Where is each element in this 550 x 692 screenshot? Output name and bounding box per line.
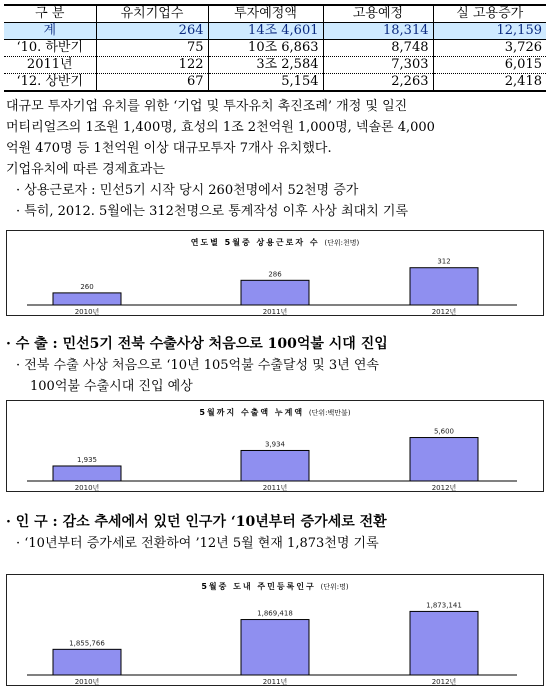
table-row xyxy=(4,57,546,74)
chart-exports xyxy=(6,400,544,492)
x-tick-label: 2012년 xyxy=(431,678,457,686)
chart-bar xyxy=(53,293,121,305)
table-cell: ‘10. 하반기 xyxy=(4,40,96,57)
table-cell: 7,303 xyxy=(323,57,433,74)
table-cell: 2,263 xyxy=(323,74,433,92)
table-cell: 14조 4,601 xyxy=(208,23,323,40)
table-cell: 계 xyxy=(4,23,96,40)
paragraph-line: 대규모 투자기업 유치를 위한 ‘기업 및 투자유치 촉진조례’ 개정 및 일진 xyxy=(6,99,408,114)
chart-title-text: 5월까지 수출액 누계액 xyxy=(199,408,305,417)
x-tick-label: 2010년 xyxy=(74,308,100,316)
paragraph-line: 머티리얼즈의 1조원 1,400명, 효성의 1조 2천억원 1,000명, 넥솔론 4,000 xyxy=(6,120,435,135)
bullet-line: 100억불 수출시대 진입 예상 xyxy=(30,379,193,394)
chart-bar xyxy=(410,611,478,675)
table-cell: 67 xyxy=(96,74,208,92)
bullet-line: · 전북 수출 사상 처음으로 ‘10년 105억불 수출달성 및 3년 연속 xyxy=(16,358,379,373)
section-heading: · 인 구 : 감소 추세에서 있던 인구가 ‘10년부터 증가세로 전환 xyxy=(6,514,387,530)
population-section xyxy=(6,512,387,554)
col-header: 고용예정 xyxy=(323,5,433,23)
chart-unit: (단위:천명) xyxy=(324,239,360,247)
data-label: 1,855,766 xyxy=(69,639,105,648)
investment-paragraph xyxy=(6,96,435,222)
x-tick-label: 2011년 xyxy=(262,678,288,686)
section-heading: · 수 출 : 민선5기 전북 수출사상 처음으로 100억불 시대 진입 xyxy=(6,336,388,352)
bullet-line: · ‘10년부터 증가세로 전환하여 ’12년 5월 현재 1,873천명 기록 xyxy=(16,536,379,551)
chart-bar xyxy=(410,268,478,305)
chart-bar xyxy=(241,620,309,675)
x-tick-label: 2011년 xyxy=(262,308,288,316)
chart-workers-plot xyxy=(7,231,545,317)
chart-title-text: 연도별 5월중 상용근로자 수 xyxy=(190,238,320,247)
paragraph-line: 기업유치에 따른 경제효과는 xyxy=(6,162,165,177)
data-label: 312 xyxy=(437,257,451,266)
x-tick-label: 2012년 xyxy=(431,308,457,316)
bullet-line: · 상용근로자 : 민선5기 시작 당시 260천명에서 52천명 증가 xyxy=(16,183,359,198)
x-tick-label: 2011년 xyxy=(262,484,288,492)
summary-table xyxy=(4,4,546,92)
chart-population xyxy=(6,574,544,686)
data-label: 260 xyxy=(80,282,94,291)
bullet-line: · 특히, 2012. 5월에는 312천명으로 통계작성 이후 사상 최대치 기록 xyxy=(16,204,409,219)
table-cell: 75 xyxy=(96,40,208,57)
table-cell: 5,154 xyxy=(208,74,323,92)
table-cell: 3,726 xyxy=(433,40,546,57)
table-cell: ‘12. 상반기 xyxy=(4,74,96,92)
col-header: 실 고용증가 xyxy=(433,5,546,23)
table-cell: 264 xyxy=(96,23,208,40)
col-header: 구 분 xyxy=(4,5,96,23)
paragraph-line: 억원 470명 등 1천억원 이상 대규모투자 7개사 유치했다. xyxy=(6,141,332,156)
chart-bar xyxy=(53,649,121,675)
chart-exports-plot xyxy=(7,401,545,493)
chart-title-text: 5월중 도내 주민등록인구 xyxy=(201,582,316,591)
data-label: 5,600 xyxy=(433,427,455,436)
data-label: 286 xyxy=(268,270,282,279)
table-cell: 2,418 xyxy=(433,74,546,92)
x-tick-label: 2012년 xyxy=(431,484,457,492)
chart-bar xyxy=(53,466,121,481)
col-header: 투자예정액 xyxy=(208,5,323,23)
chart-unit: (단위:명) xyxy=(320,583,349,591)
table-header-row xyxy=(4,5,546,23)
chart-bar xyxy=(241,450,309,481)
chart-bar xyxy=(241,280,309,305)
table-cell: 3조 2,584 xyxy=(208,57,323,74)
data-label: 1,873,141 xyxy=(426,601,462,610)
chart-bar xyxy=(410,438,478,481)
chart-workers xyxy=(6,230,544,316)
x-tick-label: 2010년 xyxy=(74,484,100,492)
table-row xyxy=(4,40,546,57)
data-label: 1,869,418 xyxy=(257,609,293,618)
col-header: 유치기업수 xyxy=(96,5,208,23)
table-cell: 18,314 xyxy=(323,23,433,40)
table-cell: 12,159 xyxy=(433,23,546,40)
export-section xyxy=(6,334,388,397)
table-row-total xyxy=(4,23,546,40)
table-cell: 10조 6,863 xyxy=(208,40,323,57)
chart-unit: (단위:백만불) xyxy=(308,409,351,417)
table-cell: 122 xyxy=(96,57,208,74)
table-cell: 2011년 xyxy=(4,57,96,74)
chart-population-plot xyxy=(7,575,545,687)
table-cell: 6,015 xyxy=(433,57,546,74)
data-label: 3,934 xyxy=(264,440,286,449)
table-row xyxy=(4,74,546,92)
x-tick-label: 2010년 xyxy=(74,678,100,686)
data-label: 1,935 xyxy=(76,455,98,464)
table-cell: 8,748 xyxy=(323,40,433,57)
